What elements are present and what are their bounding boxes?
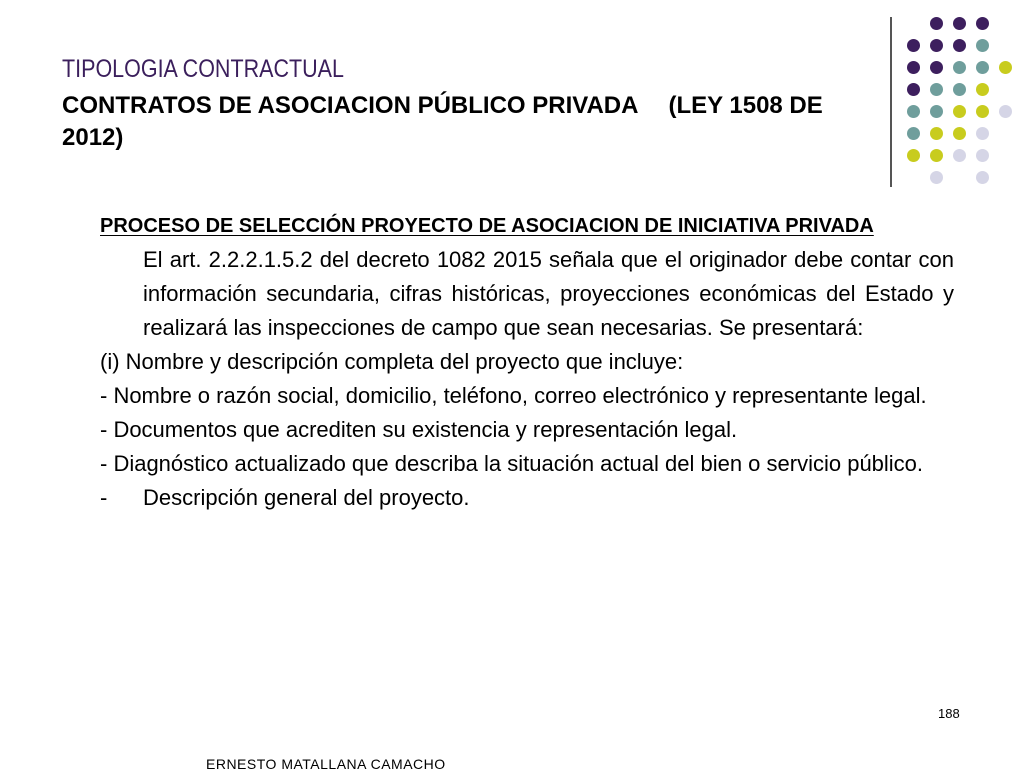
decorative-dot bbox=[953, 17, 966, 30]
subtitle-law-reference: (LEY 1508 DE 2012) bbox=[62, 92, 823, 151]
page-number: 188 bbox=[938, 706, 960, 721]
slide-title: TIPOLOGIA CONTRACTUAL bbox=[62, 55, 344, 83]
decorative-dot bbox=[953, 105, 966, 118]
item-i: (i) Nombre y descripción completa del proyecto que incluye: bbox=[100, 349, 684, 374]
decorative-dot bbox=[999, 61, 1012, 74]
decorative-dot bbox=[976, 17, 989, 30]
list-dash: - bbox=[100, 485, 108, 510]
decorative-dot bbox=[953, 149, 966, 162]
list-item: - Nombre o razón social, domicilio, teléfono, correo electrónico y representante legal. bbox=[100, 383, 927, 408]
decorative-dot bbox=[907, 61, 920, 74]
decorative-dot bbox=[907, 149, 920, 162]
decorative-dot bbox=[953, 39, 966, 52]
author-footer: ERNESTO MATALLANA CAMACHO bbox=[206, 756, 446, 772]
section-heading: PROCESO DE SELECCIÓN PROYECTO DE ASOCIACION DE INICIATIVA PRIVADA bbox=[100, 215, 874, 237]
decorative-dot bbox=[953, 127, 966, 140]
decorative-dot bbox=[907, 83, 920, 96]
decorative-dot bbox=[999, 105, 1012, 118]
decorative-dot bbox=[976, 83, 989, 96]
decorative-dot bbox=[930, 127, 943, 140]
decorative-dot bbox=[976, 105, 989, 118]
decorative-divider bbox=[890, 17, 892, 187]
decorative-dot bbox=[976, 39, 989, 52]
decorative-dot bbox=[907, 39, 920, 52]
list-item: - Documentos que acrediten su existencia y representación legal. bbox=[100, 417, 738, 442]
decorative-dot bbox=[953, 61, 966, 74]
subtitle-main: CONTRATOS DE ASOCIACION PÚBLICO PRIVADA bbox=[62, 92, 639, 119]
list-item bbox=[100, 481, 954, 515]
decorative-dot bbox=[976, 171, 989, 184]
decorative-dot bbox=[930, 171, 943, 184]
decorative-dot bbox=[930, 39, 943, 52]
list-item-text: Descripción general del proyecto. bbox=[143, 485, 470, 510]
decorative-dot bbox=[930, 61, 943, 74]
decorative-dot bbox=[930, 17, 943, 30]
intro-paragraph: El art. 2.2.2.1.5.2 del decreto 1082 2015 señala que el originador debe contar con información secundaria, cifras históricas, proyecciones económicas del Estado y realizará las inspecciones de campo que sean necesarias. Se presentará: bbox=[143, 247, 954, 340]
decorative-dot bbox=[930, 149, 943, 162]
decorative-dot bbox=[976, 149, 989, 162]
list-item: - Diagnóstico actualizado que describa la situación actual del bien o servicio público. bbox=[100, 451, 924, 476]
decorative-dot bbox=[907, 127, 920, 140]
decorative-dot bbox=[976, 127, 989, 140]
decorative-dot bbox=[953, 83, 966, 96]
decorative-dot bbox=[976, 61, 989, 74]
decorative-dot bbox=[930, 83, 943, 96]
slide-body bbox=[100, 209, 954, 515]
decorative-dot bbox=[930, 105, 943, 118]
slide-subtitle bbox=[62, 90, 852, 154]
decorative-dot bbox=[907, 105, 920, 118]
